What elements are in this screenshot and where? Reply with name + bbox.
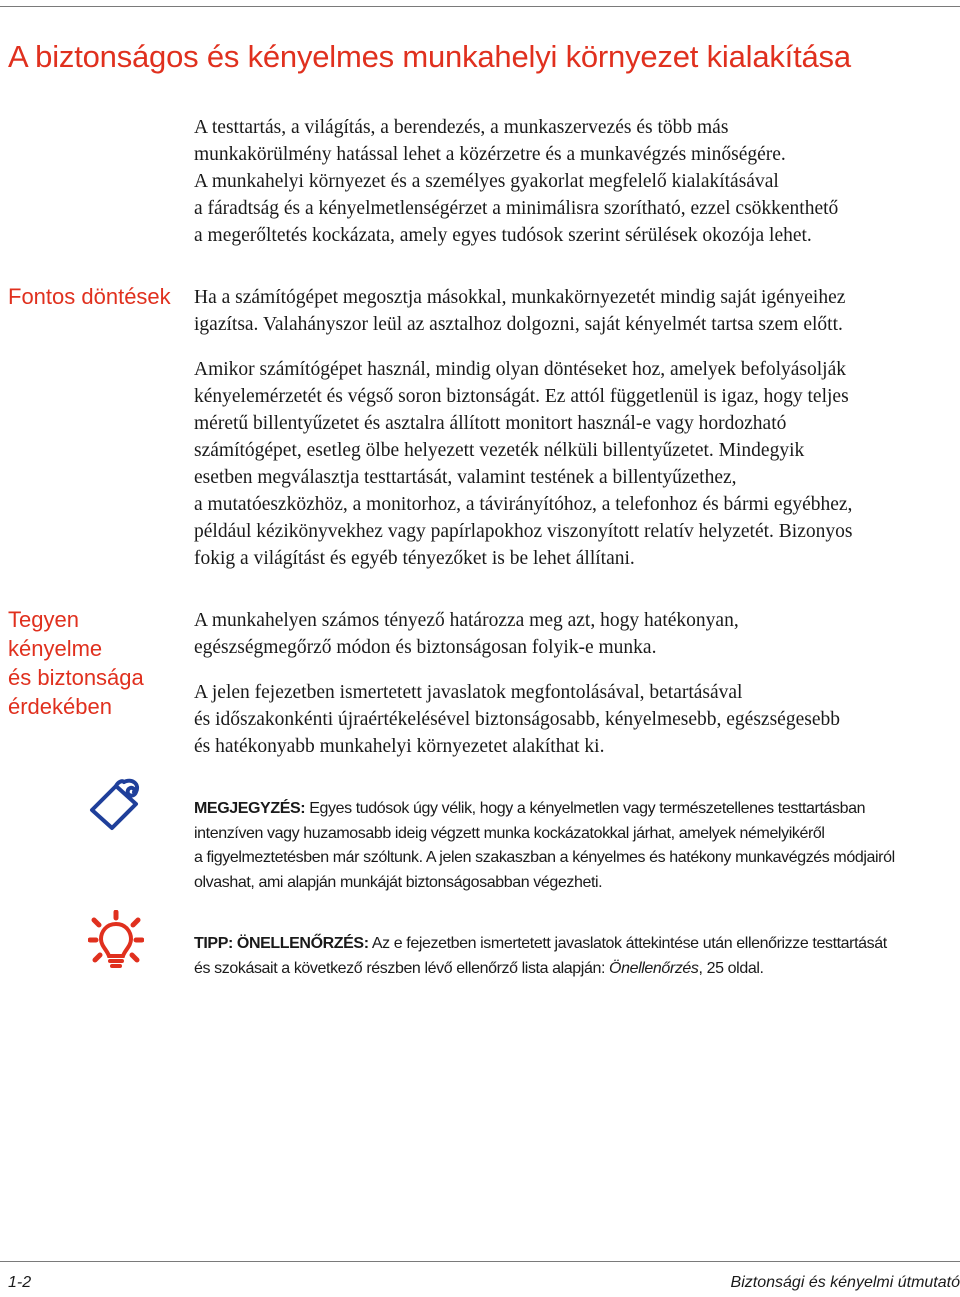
text-line: intenzíven vagy huzamosabb ideig végzett munka kockázatokkal járhat, amelyek némelyikéről: [194, 824, 825, 842]
text-line: A munkahelyi környezet és a személyes gyakorlat megfelelő kialakításával: [194, 171, 779, 192]
heading-line: és biztonsága: [8, 665, 144, 690]
text-line: Az e fejezetben ismertetett javaslatok áttekintése után ellenőrizze testtartását: [371, 935, 887, 952]
bottom-rule: [0, 1261, 960, 1262]
note-block: [194, 797, 960, 895]
text-line: és hatékonyabb munkahelyi környezetet alakíthat ki.: [194, 736, 605, 757]
text-line: Ha a számítógépet megosztja másokkal, munkakörnyezetét mindig saját igényeihez: [194, 287, 846, 308]
text-line: a fáradtság és a kényelmetlenségérzet a minimálisra szorítható, ezzel csökkenthető: [194, 198, 839, 219]
text-line: esetben megválasztja testtartását, valamint testének a billentyűzethez,: [194, 467, 737, 488]
text-line: méretű billentyűzetet és asztalra állított monitort használ-e vagy hordozható: [194, 413, 787, 434]
text-line: a mutatóeszközhöz, a monitorhoz, a távirányítóhoz, a telefonhoz és bármi egyébhez,: [194, 494, 853, 515]
heading-line: Tegyen: [8, 607, 79, 632]
page-number: 1-2: [8, 1274, 32, 1291]
section1-paragraph-1: [194, 284, 956, 338]
text-line: a megerőltetés kockázata, amely egyes tudósok szerint sérülések okozója lehet.: [194, 225, 812, 246]
heading-line: érdekében: [8, 694, 112, 719]
text-line: A jelen fejezetben ismertetett javaslatok megfontolásával, betartásával: [194, 682, 743, 703]
tip-block: [194, 932, 960, 981]
document-title: Biztonsági és kényelmi útmutató: [730, 1274, 960, 1291]
text-line: és időszakonkénti újraértékelésével biztonságosabb, kényelmesebb, egészségesebb: [194, 709, 840, 730]
note-pad-icon: [86, 776, 144, 836]
text-line: és szokásait a következő részben lévő ellenőrző lista alapján:: [194, 959, 610, 977]
intro-paragraph: [194, 114, 956, 249]
heading-line: kényelme: [8, 636, 103, 661]
section-heading-important-decisions: [8, 282, 183, 311]
note-label: MEGJEGYZÉS:: [194, 800, 306, 817]
heading-line: Fontos döntések: [8, 284, 171, 309]
tip-label: TIPP: ÖNELLENŐRZÉS:: [194, 935, 369, 952]
text-line: olvashat, ami alapján munkáját biztonságosabban végezheti.: [194, 873, 603, 891]
text-line: egészségmegőrző módon és biztonságosan folyik-e munka.: [194, 637, 657, 658]
section2-paragraph-1: [194, 607, 956, 661]
text-line: Amikor számítógépet használ, mindig olyan döntéseket hoz, amelyek befolyásolják: [194, 359, 846, 380]
top-rule: [0, 6, 960, 7]
text-line: igazítsa. Valahányszor leül az asztalhoz dolgozni, saját kényelmét tartsa szem előtt.: [194, 314, 843, 335]
text-line: A munkahelyen számos tényező határozza meg azt, hogy hatékonyan,: [194, 610, 739, 631]
section2-paragraph-2: [194, 679, 956, 760]
section-heading-comfort-safety: [8, 605, 183, 721]
text-line: A testtartás, a világítás, a berendezés, a munkaszervezés és több más: [194, 117, 729, 138]
text-line: , 25 oldal.: [698, 959, 764, 977]
text-line: Egyes tudósok úgy vélik, hogy a kényelmetlen vagy természetellenes testtartásban: [309, 800, 866, 817]
text-line: fokig a világítást és egyéb tényezőket is be lehet állítani.: [194, 548, 635, 569]
text-line: munkakörülmény hatással lehet a közérzetre és a munkavégzés minőségére.: [194, 144, 786, 165]
text-line: kényelemérzetét és végső soron biztonságát. Ez attól függetlenül is igaz, hogy teljes: [194, 386, 849, 407]
cross-reference: Önellenőrzés: [609, 959, 699, 977]
text-line: a figyelmeztetésben már szóltunk. A jelen szakaszban a kényelmes és hatékony munkavégzés módjairól: [194, 849, 895, 866]
lightbulb-icon: [88, 910, 144, 972]
page-title: A biztonságos és kényelmes munkahelyi környezet kialakítása: [8, 39, 851, 74]
text-line: számítógépet, esetleg ölbe helyezett vezeték nélküli billentyűzetet. Mindegyik: [194, 440, 805, 461]
text-line: például kézikönyvekhez vagy papírlapokhoz viszonyított relatív helyzetét. Bizonyos: [194, 521, 853, 542]
section1-paragraph-2: [194, 356, 956, 572]
